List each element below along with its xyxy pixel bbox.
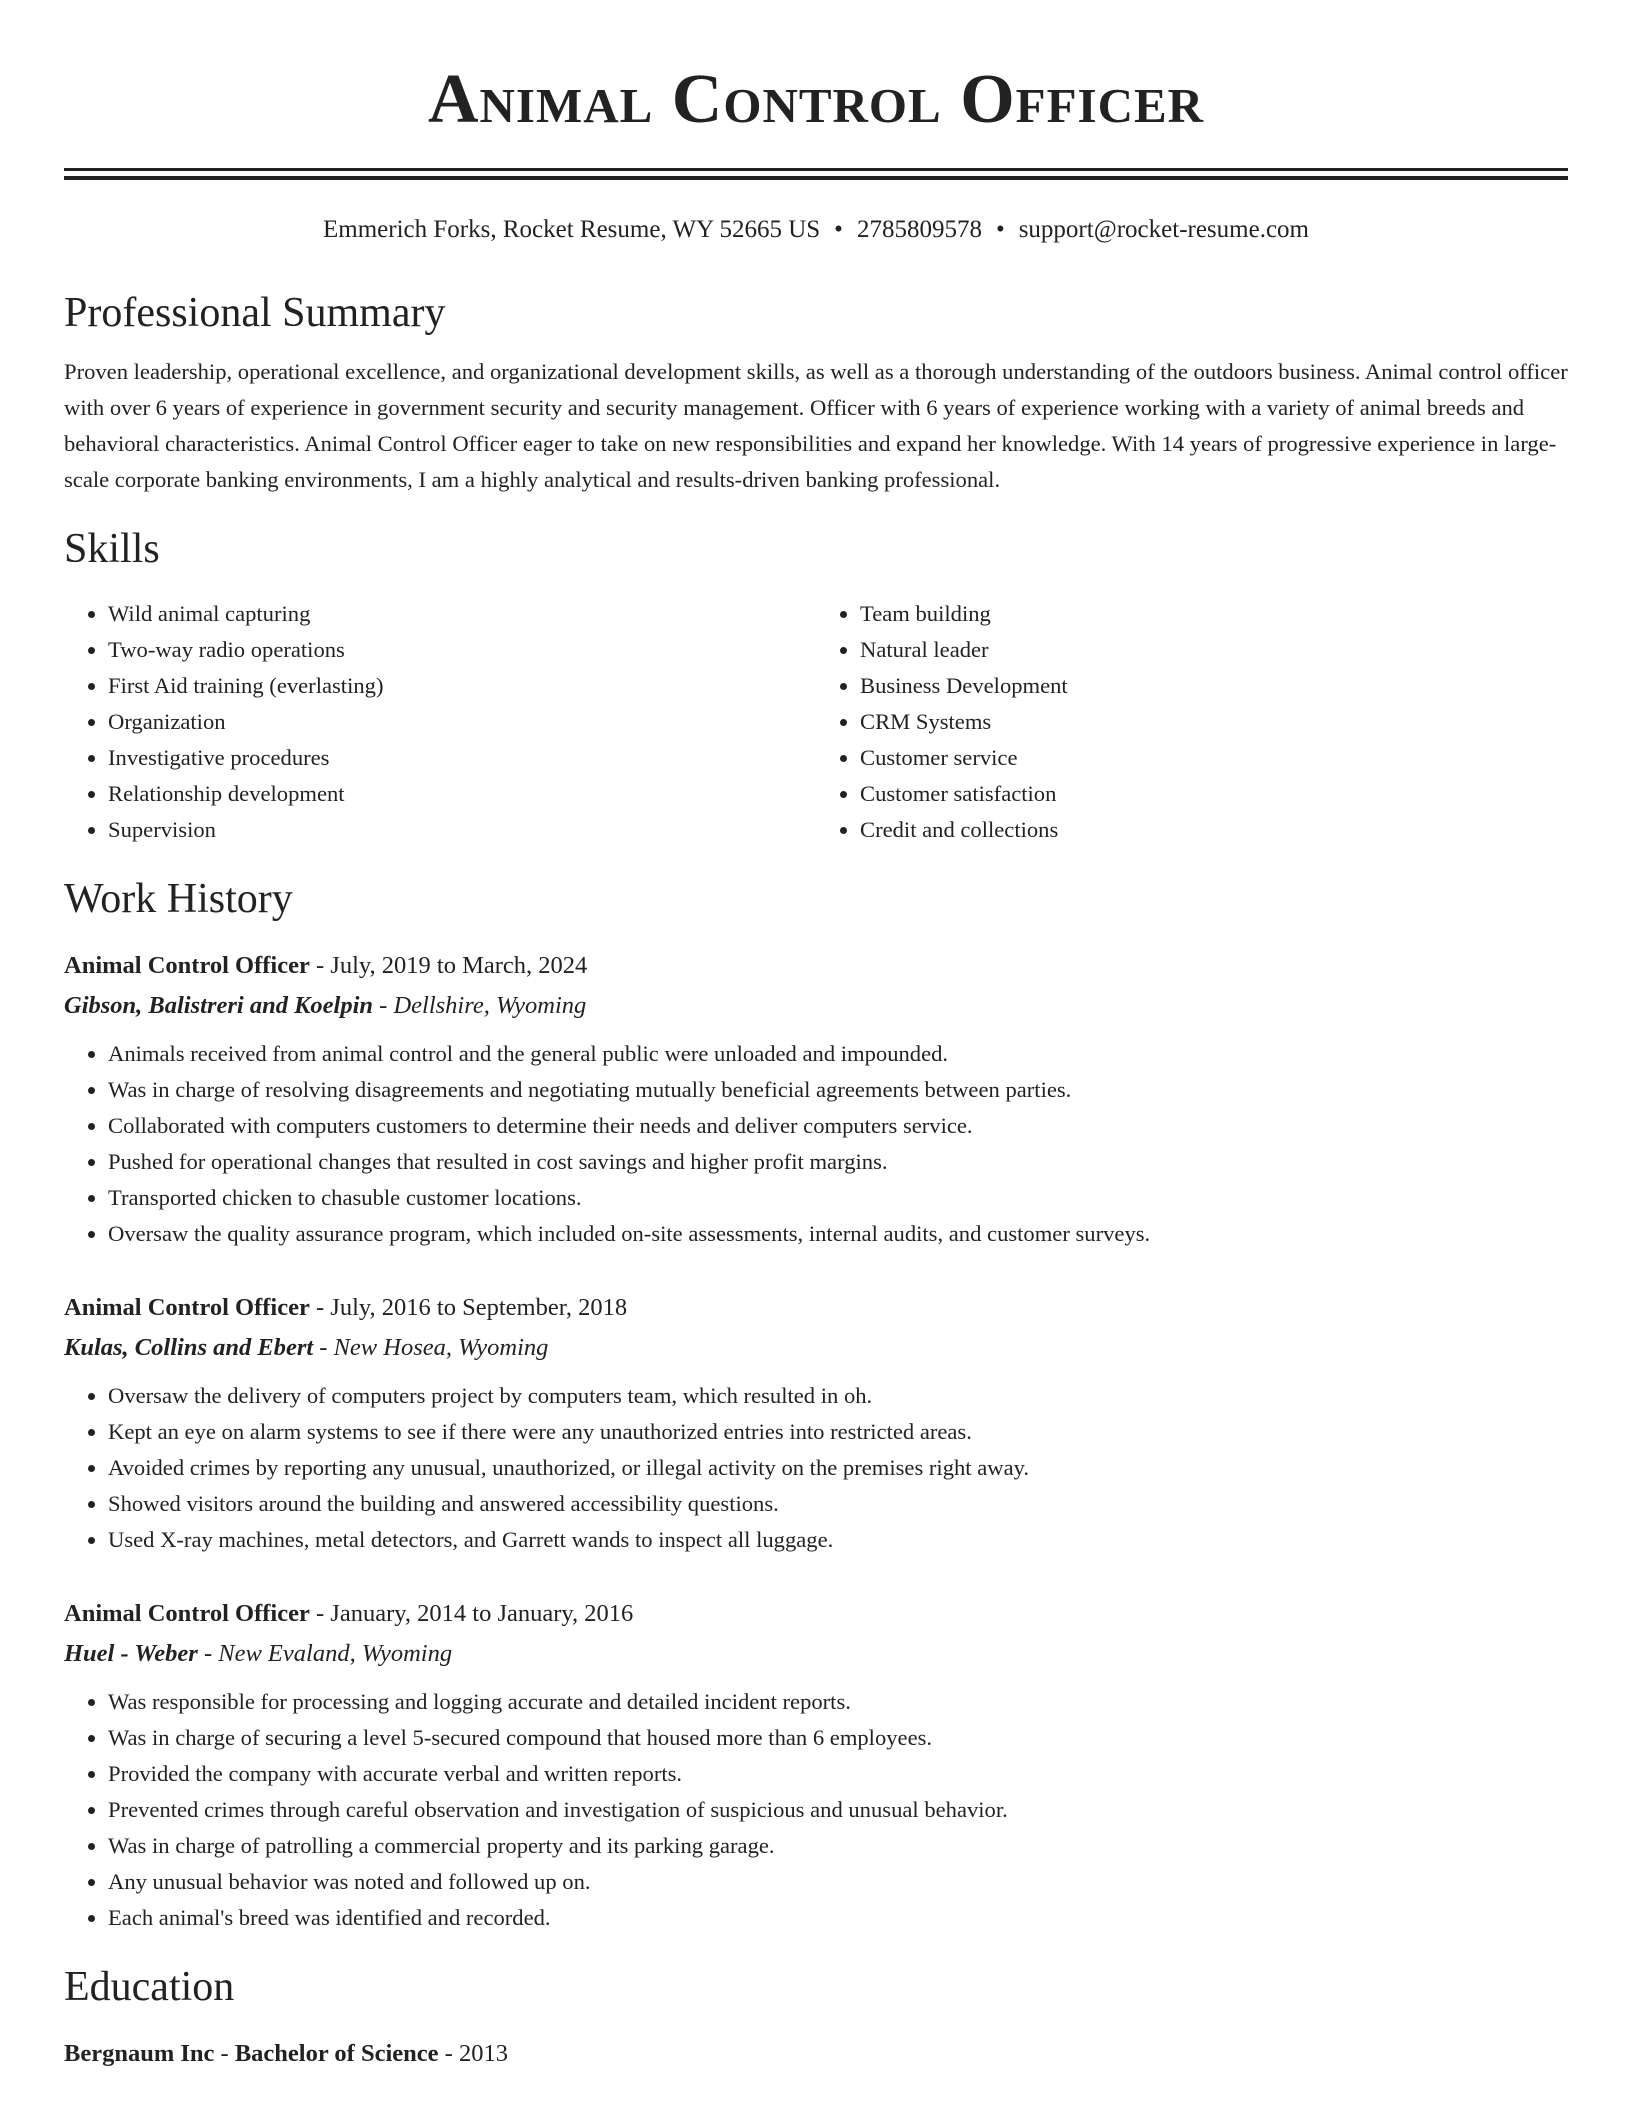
job-location: - Dellshire, Wyoming xyxy=(373,992,587,1019)
job-bullets xyxy=(64,1036,1568,1252)
contact-address: Emmerich Forks, Rocket Resume, WY 52665 US xyxy=(323,216,821,243)
job-bullet: • Showed visitors around the building and answered accessibility questions. xyxy=(108,1486,1568,1522)
contact-phone: 2785809578 xyxy=(856,216,982,243)
job-location: - New Evaland, Wyoming xyxy=(197,1640,453,1667)
contact-email[interactable]: support@rocket-resume.com xyxy=(1018,216,1309,243)
job-entry xyxy=(64,1288,1568,1558)
skill-item: • First Aid training (everlasting) xyxy=(108,668,816,704)
summary-heading: Professional Summary xyxy=(64,290,446,336)
work-history-heading: Work History xyxy=(64,876,293,922)
job-entry xyxy=(64,946,1568,1252)
education-dash: - xyxy=(438,2040,459,2067)
skill-item: • Business Development xyxy=(860,668,1568,704)
skill-item: • Investigative procedures xyxy=(108,740,816,776)
job-bullet: • Transported chicken to chasuble customer locations. xyxy=(108,1180,1568,1216)
header-divider xyxy=(64,168,1568,180)
job-bullet: • Provided the company with accurate verbal and written reports. xyxy=(108,1756,1568,1792)
job-bullet: • Prevented crimes through careful observation and investigation of suspicious and unusual behavior. xyxy=(108,1792,1568,1828)
job-bullet: • Kept an eye on alarm systems to see if there were any unauthorized entries into restricted areas. xyxy=(108,1414,1568,1450)
job-title-line xyxy=(64,1288,1568,1328)
job-bullet: • Oversaw the quality assurance program, which included on-site assessments, internal audits, and customer surveys. xyxy=(108,1216,1568,1252)
job-company: Gibson, Balistreri and Koelpin xyxy=(64,992,374,1019)
job-title-line xyxy=(64,1594,1568,1634)
job-bullet: • Collaborated with computers customers to determine their needs and deliver computers service. xyxy=(108,1108,1568,1144)
job-company-line xyxy=(64,1328,1568,1368)
skill-item: • Team building xyxy=(860,596,1568,632)
job-bullet: • Was in charge of resolving disagreements and negotiating mutually beneficial agreements between parties. xyxy=(108,1072,1568,1108)
job-dates: - January, 2014 to January, 2016 xyxy=(309,1600,634,1627)
job-bullets xyxy=(64,1378,1568,1558)
skill-item: • Credit and collections xyxy=(860,812,1568,848)
skill-item: • CRM Systems xyxy=(860,704,1568,740)
job-bullet: • Was in charge of securing a level 5-secured compound that housed more than 6 employees. xyxy=(108,1720,1568,1756)
job-role: Animal Control Officer xyxy=(64,1294,310,1321)
job-dates: - July, 2019 to March, 2024 xyxy=(309,952,588,979)
job-role: Animal Control Officer xyxy=(64,952,310,979)
job-entry xyxy=(64,1594,1568,1936)
job-bullets xyxy=(64,1684,1568,1936)
skills-heading: Skills xyxy=(64,526,160,572)
job-company: Huel - Weber xyxy=(64,1640,198,1667)
page-title: Animal Control Officer xyxy=(427,61,1205,138)
summary-text: Proven leadership, operational excellence, and organizational development skills, as well as a thorough understanding of the outdoors business. Animal control officer with over 6 years of experience in government security and security management. Officer with 6 years of experience working with a variety of animal breeds and behavioral characteristics. Animal Control Officer eager to take on new responsibilities and expand her knowledge. With 14 years of progressive experience in large-scale corporate banking environments, I am a highly analytical and results-driven banking professional. xyxy=(64,359,1568,492)
education-heading: Education xyxy=(64,1964,235,2010)
skill-item: • Two-way radio operations xyxy=(108,632,816,668)
job-bullet: • Used X-ray machines, metal detectors, and Garrett wands to inspect all luggage. xyxy=(108,1522,1568,1558)
job-bullet: • Was responsible for processing and logging accurate and detailed incident reports. xyxy=(108,1684,1568,1720)
skill-item: • Supervision xyxy=(108,812,816,848)
skill-item: • Customer satisfaction xyxy=(860,776,1568,812)
job-role: Animal Control Officer xyxy=(64,1600,310,1627)
skill-item: • Wild animal capturing xyxy=(108,596,816,632)
skill-item: • Customer service xyxy=(860,740,1568,776)
contact-separator: • xyxy=(995,216,1005,243)
education-degree: Bachelor of Science xyxy=(234,2040,439,2067)
job-company-line xyxy=(64,986,1568,1026)
skills-list-right xyxy=(816,596,1568,848)
job-bullet: • Pushed for operational changes that resulted in cost savings and higher profit margins. xyxy=(108,1144,1568,1180)
job-bullet: • Any unusual behavior was noted and followed up on. xyxy=(108,1864,1568,1900)
job-company-line xyxy=(64,1634,1568,1674)
skill-item: • Organization xyxy=(108,704,816,740)
job-location: - New Hosea, Wyoming xyxy=(313,1334,549,1361)
contact-line xyxy=(64,214,1568,246)
job-bullet: • Each animal's breed was identified and recorded. xyxy=(108,1900,1568,1936)
job-title-line xyxy=(64,946,1568,986)
skills-columns xyxy=(64,596,1568,848)
education-entry xyxy=(64,2034,1568,2074)
skill-item: • Relationship development xyxy=(108,776,816,812)
contact-separator: • xyxy=(834,216,843,243)
education-year: 2013 xyxy=(458,2040,508,2067)
job-bullet: • Animals received from animal control and the general public were unloaded and impounded. xyxy=(108,1036,1568,1072)
skill-item: • Natural leader xyxy=(860,632,1568,668)
job-dates: - July, 2016 to September, 2018 xyxy=(309,1294,628,1321)
skills-list-left xyxy=(64,596,816,848)
job-bullet: • Oversaw the delivery of computers project by computers team, which resulted in oh. xyxy=(108,1378,1568,1414)
job-bullet: • Avoided crimes by reporting any unusual, unauthorized, or illegal activity on the premises right away. xyxy=(108,1450,1568,1486)
education-dash: - xyxy=(214,2040,235,2067)
job-bullet: • Was in charge of patrolling a commercial property and its parking garage. xyxy=(108,1828,1568,1864)
job-company: Kulas, Collins and Ebert xyxy=(64,1334,314,1361)
education-school: Bergnaum Inc xyxy=(64,2040,215,2067)
